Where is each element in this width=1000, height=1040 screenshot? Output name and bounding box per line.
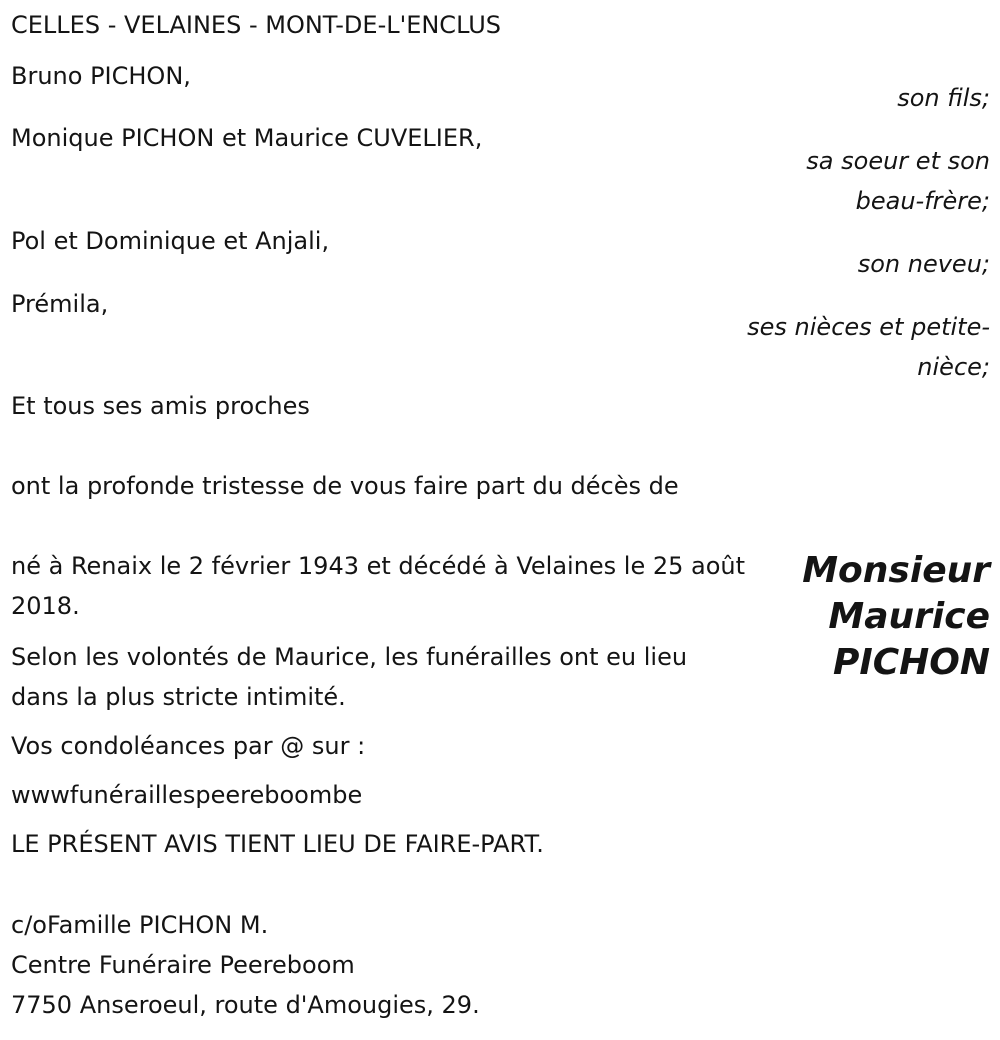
deceased-name — [802, 548, 990, 686]
address-line-contact: c/oFamille PICHON M. — [11, 911, 269, 939]
family-member-name: Pol et Dominique et Anjali, — [11, 227, 330, 255]
family-relation: son fils; — [897, 84, 990, 112]
website-link[interactable]: wwwfunéraillespeereboombe — [11, 781, 363, 809]
notice-text: LE PRÉSENT AVIS TIENT LIEU DE FAIRE-PART. — [11, 830, 544, 858]
family-relation: sa soeur et son — [806, 147, 990, 175]
deceased-last-name: PICHON — [832, 642, 990, 683]
family-member-name: Bruno PICHON, — [11, 62, 191, 90]
birth-death-text: né à Renaix le 2 février 1943 et décédé à Velaines le 25 août 2018. — [11, 552, 746, 620]
location-heading: CELLES - VELAINES - MONT-DE-L'ENCLUS — [11, 11, 502, 39]
family-relation: ses nièces et petite- — [747, 313, 990, 341]
funeral-text: Selon les volontés de Maurice, les funérailles ont eu lieu dans la plus stricte intimité. — [11, 643, 688, 711]
deceased-title: Monsieur — [802, 550, 990, 591]
family-member-name: Monique PICHON et Maurice CUVELIER, — [11, 124, 483, 152]
address-line-street: 7750 Anseroeul, route d'Amougies, 29. — [11, 991, 480, 1019]
announcement-text: ont la profonde tristesse de vous faire part du décès de — [11, 472, 679, 500]
family-relation: nièce; — [917, 353, 990, 381]
condolences-text: Vos condoléances par @ sur : — [11, 732, 366, 760]
deceased-first-name: Maurice — [828, 596, 990, 637]
friends-line: Et tous ses amis proches — [11, 392, 310, 420]
family-member-name: Prémila, — [11, 290, 109, 318]
family-relation: son neveu; — [857, 250, 990, 278]
address-line-center: Centre Funéraire Peereboom — [11, 951, 355, 979]
family-relation: beau-frère; — [855, 187, 990, 215]
